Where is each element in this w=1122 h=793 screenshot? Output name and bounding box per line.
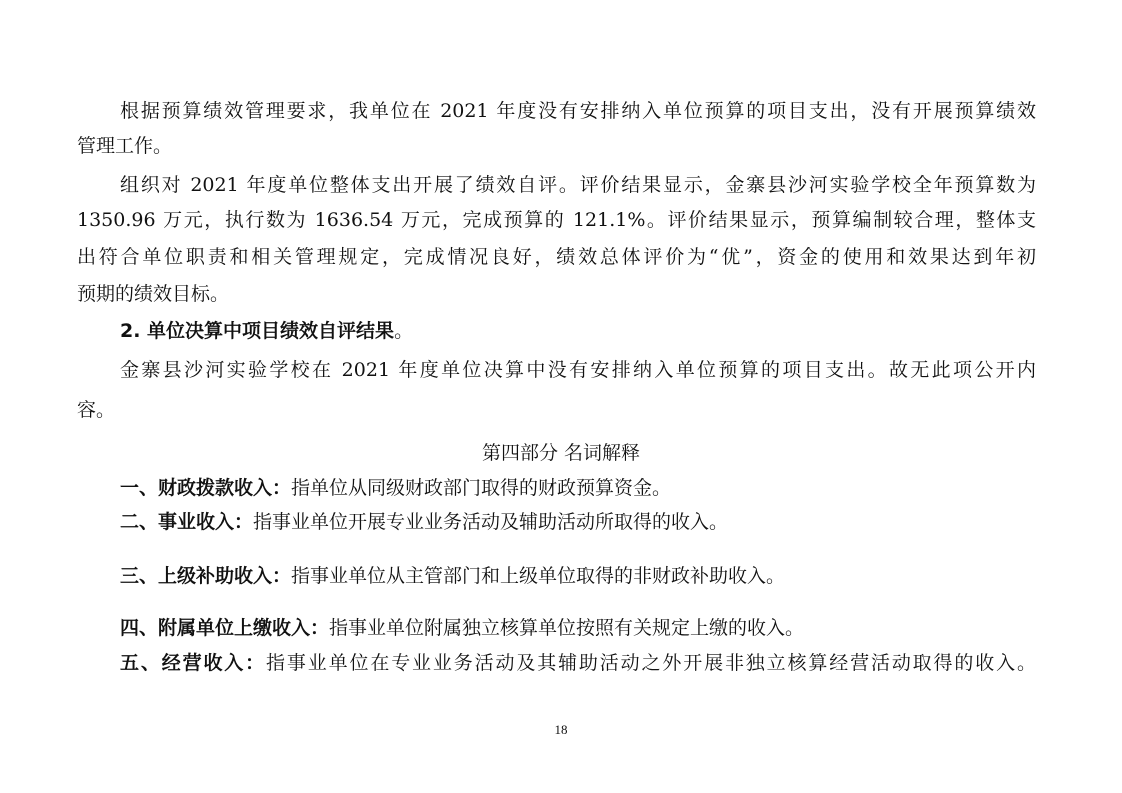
subheading-text: 2. 单位决算中项目绩效自评结果 [120,320,395,342]
term-definition: 指事业单位开展专业业务活动及辅助活动所取得的收入。 [253,511,729,533]
term-label: 四、附属单位上缴收入： [120,617,330,639]
term-definition: 指事业单位附属独立核算单位按照有关规定上缴的收入。 [329,617,805,639]
term-item [120,509,728,535]
paragraph-2-line-2: 1350.96 万元，执行数为 1636.54 万元，完成预算的 121.1%。评价结果显示，预算编制较合理，整体支 [77,209,1036,231]
paragraph-1-line-1: 根据预算绩效管理要求，我单位在 2021 年度没有安排纳入单位预算的项目支出，没有开展预算绩效 [120,100,1036,122]
paragraph-2-line-4: 预期的绩效目标。 [77,283,230,305]
section-title: 第四部分 名词解释 [481,442,641,464]
term-item [120,650,1036,676]
term-label: 一、财政拨款收入： [120,477,292,499]
paragraph-3-line-1: 金寨县沙河实验学校在 2021 年度单位决算中没有安排纳入单位预算的项目支出。故无此项公开内 [120,359,1036,381]
subheading-period: 。 [394,320,414,342]
paragraph-1-line-2: 管理工作。 [77,135,173,157]
term-definition: 指单位从同级财政部门取得的财政预算资金。 [291,477,672,499]
paragraph-2-line-3: 出符合单位职责和相关管理规定，完成情况良好，绩效总体评价为“优”，资金的使用和效果达到年初 [77,246,1036,268]
term-definition: 指事业单位从主管部门和上级单位取得的非财政补助收入。 [291,565,786,587]
term-item [120,563,785,589]
subheading [120,318,413,344]
paragraph-3-line-2: 容。 [77,399,116,421]
term-definition: 指事业单位在专业业务活动及其辅助活动之外开展非独立核算经营活动取得的收入。 [266,652,1036,674]
paragraph-2-line-1: 组织对 2021 年度单位整体支出开展了绩效自评。评价结果显示，金寨县沙河实验学校全年预算数为 [120,174,1036,196]
term-item [120,615,804,641]
page-number: 18 [554,722,568,737]
term-item [120,475,671,501]
term-label: 三、上级补助收入： [120,565,292,587]
term-label: 五、经营收入： [120,652,267,674]
term-label: 二、事业收入： [120,511,254,533]
